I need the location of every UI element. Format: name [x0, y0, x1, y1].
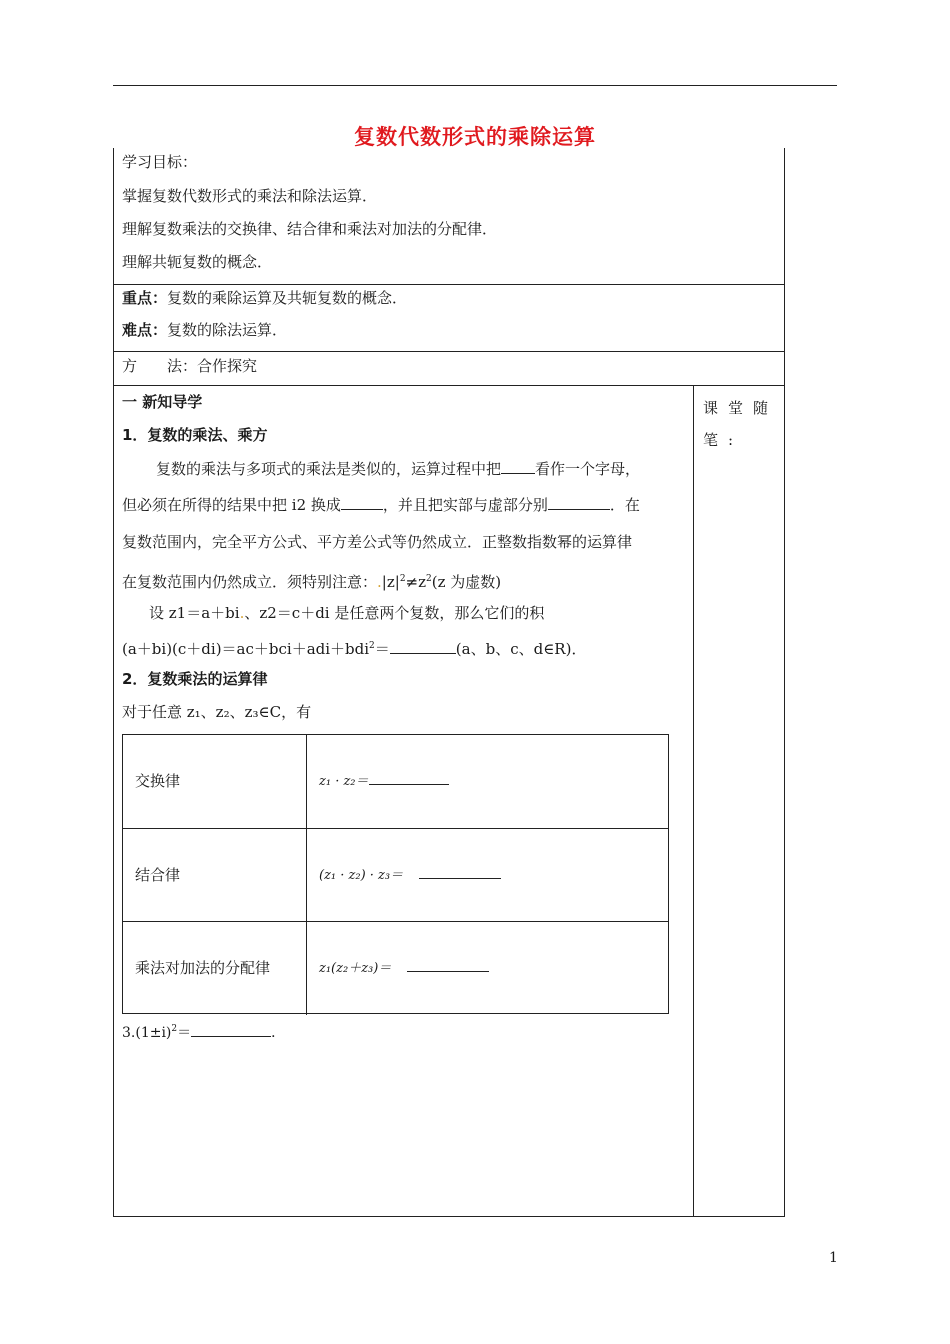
law-name: 交换律 [135, 772, 181, 790]
blank-field[interactable] [191, 1024, 271, 1037]
divider-method [113, 385, 785, 386]
blank-field[interactable] [407, 959, 489, 972]
table-row [123, 735, 668, 828]
paragraph-line: 复数的乘法与多项式的乘法是类似的，运算过程中把 看作一个字母， [156, 460, 641, 478]
paragraph-line: 对于任意 z₁、z₂、z₃∈C，有 [122, 703, 312, 721]
hard-label: 难点： [122, 321, 168, 339]
law-expression: (z₁ · z₂) · z₃＝ [319, 829, 501, 922]
law-name: 乘法对加法的分配律 [135, 959, 271, 977]
law-expression: z₁ · z₂＝ [319, 735, 449, 828]
law-name: 结合律 [135, 866, 181, 884]
paragraph-line: $3.(1\pm i)^2=$ ． [122, 1024, 286, 1041]
blank-field[interactable] [501, 458, 535, 474]
objective-item: 掌握复数代数形式的乘法和除法运算． [122, 187, 378, 205]
paragraph-line: 复数范围内，完全平方公式、平方差公式等仍然成立．正整数指数幂的运算律 [122, 533, 633, 551]
blank-field[interactable] [548, 494, 610, 510]
key-point [122, 288, 407, 308]
method-line [122, 356, 257, 376]
blank-field[interactable] [390, 638, 456, 654]
table-row [123, 921, 668, 1015]
blank-field[interactable] [419, 866, 501, 879]
divider-objectives [113, 284, 785, 285]
paragraph-line: 设 z1＝a＋bi.、z2＝c＋di 是任意两个复数，那么它们的积 [149, 604, 545, 622]
objective-item: 理解共轭复数的概念． [122, 253, 273, 271]
objectives-heading: 学习目标： [122, 153, 198, 171]
hard-text: 复数的除法运算． [167, 321, 288, 339]
table-row [123, 828, 668, 922]
page-title: 复数代数形式的乘除运算 [354, 125, 596, 149]
marker-dot: . [239, 604, 245, 622]
section-heading: 一 新知导学 [122, 393, 203, 411]
frame-left [113, 148, 114, 1217]
key-text: 复数的乘除运算及共轭复数的概念． [167, 289, 408, 307]
subsection-heading: 1．复数的乘法、乘方 [122, 426, 268, 444]
divider-focus [113, 351, 785, 352]
marker-dot: . [377, 573, 382, 591]
subsection-heading: 2．复数乘法的运算律 [122, 670, 268, 688]
frame-right [784, 148, 785, 1217]
header-rule [113, 85, 837, 86]
hard-point [122, 320, 287, 340]
notes-label: 课堂随笔: [703, 399, 779, 449]
paragraph-line: 在复数范围内仍然成立．须特别注意：$.|z|^2\ne z^2(z$ 为虚数) [122, 573, 502, 591]
objective-item: 理解复数乘法的交换律、结合律和乘法对加法的分配律． [122, 220, 498, 238]
paragraph-line: (a＋bi)(c＋di)＝ac＋bci＋adi＋bdi$^2$＝ (a、b、c、d∈R)． [122, 640, 587, 658]
paragraph-line: 但必须在所得的结果中把 i2 换成 ，并且把实部与虚部分别 ．在 [122, 496, 640, 514]
method-text: 合作探究 [197, 357, 258, 375]
frame-bottom [113, 1216, 785, 1217]
blank-field[interactable] [341, 494, 383, 510]
notes-divider [693, 385, 694, 1217]
law-expression: z₁(z₂＋z₃)＝ [319, 922, 489, 1015]
page-number: 1 [829, 1250, 838, 1266]
blank-field[interactable] [369, 772, 449, 785]
laws-table [122, 734, 669, 1014]
key-label: 重点： [122, 289, 168, 307]
method-label: 方 法： [122, 357, 198, 375]
